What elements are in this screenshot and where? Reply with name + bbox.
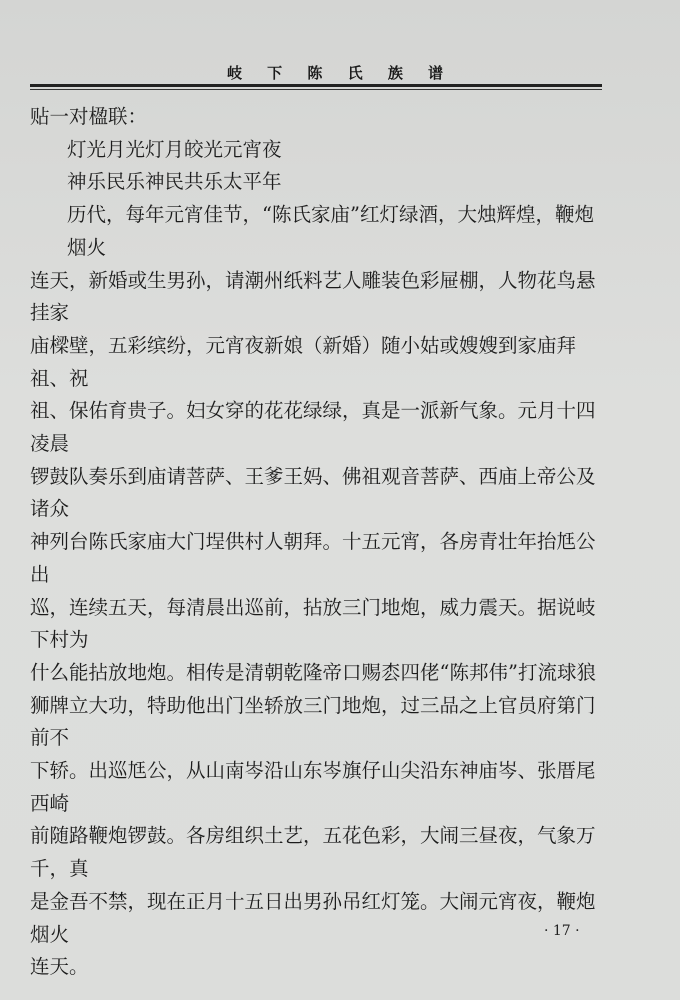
paragraph-line: 锣鼓队奏乐到庙请菩萨、王爹王妈、佛祖观音菩萨、西庙上帝公及诸众	[30, 464, 596, 521]
paragraph-line: 历代，每年元宵佳节，“陈氏家庙”红灯绿酒，大烛辉煌，鞭炮烟火	[67, 203, 594, 259]
couplet-line-1: 灯光月光灯月皎光元宵夜	[67, 137, 282, 161]
couplet-line-2: 神乐民乐神民共乐太平年	[67, 170, 282, 194]
paragraph-line: 连天，新婚或生男孙，请潮州纸料艺人雕装色彩屉棚，人物花鸟悬挂家	[30, 268, 596, 325]
paragraph-line: 巡，连续五天，每清晨出巡前，拈放三门地炮，威力震天。据说岐下村为	[30, 595, 596, 652]
paragraph-line: 神列台陈氏家庙大门埕供村人朝拜。十五元宵，各房青壮年抬尪公出	[30, 530, 596, 586]
paragraph-line: 是金吾不禁，现在正月十五日出男孙吊红灯笼。大闹元宵夜，鞭炮烟火	[30, 889, 596, 946]
paragraph-line: 前随路鞭炮锣鼓。各房组织土艺，五花色彩，大闹三昼夜，气象万千，真	[30, 824, 596, 881]
running-header-title: 岐 下 陈 氏 族 谱	[226, 64, 454, 82]
paragraph-line: 连天。	[30, 955, 89, 979]
header-rule-thick	[30, 84, 602, 87]
paragraph-line: 什么能拈放地炮。相传是清朝乾隆帝口赐枩四佬“陈邦伟”打流球狼	[30, 660, 596, 684]
page-number: · 17 ·	[544, 923, 580, 939]
header-rule-thin	[30, 89, 602, 90]
paragraph-line: 狮牌立大功，特助他出门坐轿放三门地炮，过三品之上官员府第门前不	[30, 693, 596, 750]
paragraph-line: 庙樑壁，五彩缤纷，元宵夜新娘（新婚）随小姑或嫂嫂到家庙拜祖、祝	[30, 333, 577, 390]
paragraph-line: 下轿。出巡尪公，从山南岑沿山东岑旗仔山尖沿东神庙岑、张厝尾西崎	[30, 759, 596, 815]
intro-line: 贴一对楹联：	[30, 105, 148, 128]
paragraph-line: 祖、保佑育贵子。妇女穿的花花绿绿，真是一派新气象。元月十四凌晨	[30, 399, 596, 456]
body-text	[30, 101, 610, 984]
